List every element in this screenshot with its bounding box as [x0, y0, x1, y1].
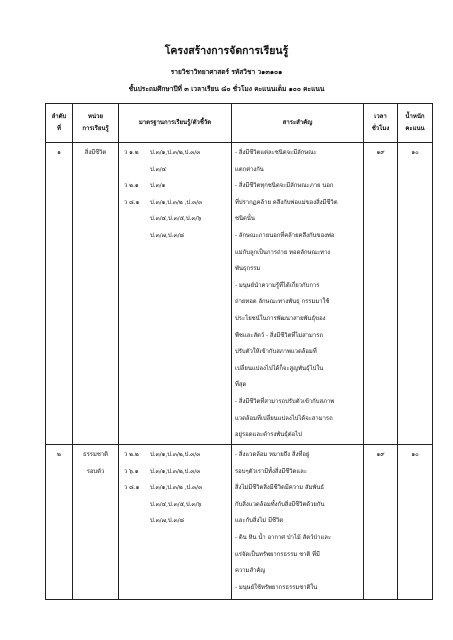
- header-time: เวลา ชั่วโมง: [364, 104, 398, 143]
- document-title: โครงสร้างการจัดการเรียนรู้: [164, 45, 289, 57]
- unit-name: ธรรมชาติ รอบตัว: [73, 445, 119, 600]
- hours-cell: ๑๙: [364, 143, 398, 445]
- subject-line: รายวิชาวิทยาศาสตร์ รหัสวิชา ว๑๓๑๐๑: [170, 68, 283, 76]
- header-standard: มาตรฐานการเรียนรู้/ตัวชี้วัด: [119, 104, 232, 143]
- standard-line: ว ๒.๒ ป.๓/๑,ป.๓/๒,ป.๓/๓: [124, 452, 201, 458]
- row-number: ๑: [46, 143, 73, 445]
- learning-structure-table: [45, 103, 433, 600]
- content-cell: - สิ่งมีชีวิตแต่ละชนิดจะมีลักษณะ แตกต่างกัน - สิ่งมีชีวิตทุกชนิดจะมีลักษณะภาย นอก ที่ปรากฏคล้าย คลึงกับพ่อแม่ของสิ่งมีชีวิต ชนิดนั้น - ลักษณะภายนอกที่คล้ายคลึงกันของพ่อ แม่กับลูกเป็นการถ่าย ทอดลักษณะทาง พันธุกรรม - มนุษย์นำความรู้ที่ได้เกี่ยวกับการ ถ่ายทอด ลักษณะทางพันธุ กรรมมาใช้ ประโยชน์ในการพัฒนาสายพันธุ์ของ พืชและสัตว์ - สิ่งมีชีวิตที่ไม่สามารถ ปรับตัวให้เข้ากับสภาพแวดล้อมที่ เปลี่ยนแปลงไปได้ก็จะสูญพันธุ์ไปใน ที่สุด - สิ่งมีชีวิตที่สามารถปรับตัวเข้ากับสภาพ แวดล้อมที่เปลี่ยนแปลงไปได้จะสามารถ อยู่รอดและดำรงพันธุ์ต่อไป: [232, 143, 364, 445]
- header-order: ลำดับ ที่: [46, 104, 73, 143]
- standard-line: ป.๓/๔,ป.๓/๕,ป.๓/๖: [150, 501, 202, 508]
- table-header-row: [46, 104, 433, 143]
- table-row: [46, 445, 433, 600]
- standard-line: ว ๖.๑ ป.๓/๑,ป.๓/๒,ป.๓/๓: [124, 468, 201, 475]
- unit-name: สิ่งมีชีวิต: [73, 143, 119, 445]
- standards-cell: [119, 143, 232, 445]
- standard-line: ป.๓/๗,ป.๓/๘: [150, 518, 185, 525]
- content-cell: - สิ่งแวดล้อม หมายถึง สิ่งที่อยู่ รอบๆตัวเรามีทั้งสิ่งมีชีวิตและ สิ่งไม่มีชีวิตสิ่งมีชีวิตมีความ สัมพันธ์ กับสิ่งแวดล้อมทั้งกับสิ่งมีชีวิตด้วยกัน และกับสิ่งไม่ มีชีวิต - ดิน หิน น้ำ อากาศ ป่าไม้ สัตว์ป่าและ แร่จัดเป็นทรัพยากรธรรม ชาติ ที่มี ความสำคัญ - มนุษย์ใช้ทรัพยากรธรรมชาติใน: [232, 445, 364, 600]
- row-number: ๒: [46, 445, 73, 600]
- header-content: สาระสำคัญ: [232, 104, 364, 143]
- header-weight: น้ำหนัก คะแนน: [398, 104, 433, 143]
- standard-line: ป.๓/๔: [150, 166, 167, 173]
- table-row: [46, 143, 433, 445]
- score-cell: ๑๐: [398, 445, 433, 600]
- standard-line: ว ๒.๑ ป.๓/๑: [124, 183, 166, 190]
- score-cell: ๑๐: [398, 143, 433, 445]
- standard-line: ว ๑.๒ ป.๓/๑,ป.๓/๒,ป.๓/๓: [124, 150, 201, 156]
- standards-cell: [119, 445, 232, 600]
- standard-line: ว ๘.๑ ป.๓/๑,ป.๓/๒ ,ป.๓/๓: [124, 199, 203, 206]
- header-unit: หน่วย การเรียนรู้: [73, 104, 119, 143]
- standard-line: ป.๓/๔,ป.๓/๕,ป.๓/๖: [150, 216, 202, 223]
- hours-cell: ๑๙: [364, 445, 398, 600]
- standard-line: ป.๓/๗,ป.๓/๘: [150, 232, 185, 239]
- standard-line: ว ๘.๑ ป.๓/๑,ป.๓/๒ ,ป.๓/๓: [124, 485, 203, 492]
- grade-info-line: ชั้นประถมศึกษาปีที่ ๓ เวลาเรียน ๘๐ ชั่วโมง คะแนนเต็ม ๑๐๐ คะแนน: [128, 85, 325, 93]
